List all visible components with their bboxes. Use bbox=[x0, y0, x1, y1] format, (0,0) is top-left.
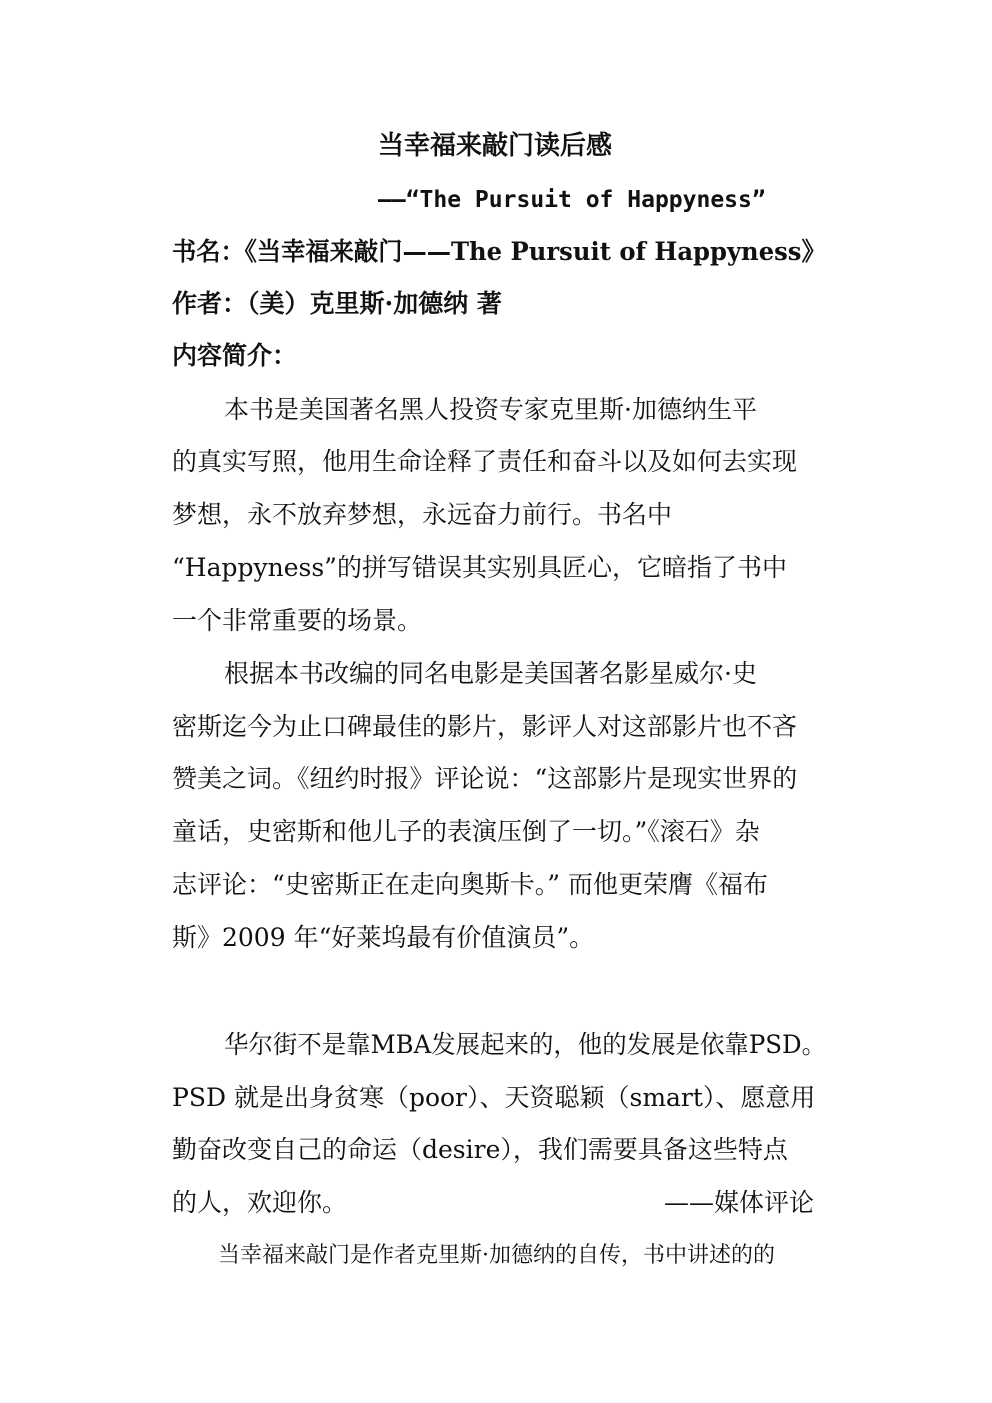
para3-line-2: PSD 就是出身贫寒（poor）、天资聪颖（smart）、愿意用 bbox=[172, 1083, 816, 1112]
para3-line-4: 的人，欢迎你。 bbox=[172, 1188, 348, 1217]
para2-line-3: 赞美之词。《纽约时报》评论说：“这部影片是现实世界的 bbox=[172, 764, 798, 793]
para2-line-6: 斯》2009 年“好莱坞最有价值演员”。 bbox=[172, 923, 595, 952]
doc-title: 当幸福来敲门读后感 bbox=[378, 131, 613, 161]
para2-line-5: 志评论：“史密斯正在走向奥斯卡。” 而他更荣膺《福布 bbox=[172, 870, 769, 899]
book-name: 书名：《当幸福来敲门——The Pursuit of Happyness》 bbox=[172, 237, 826, 266]
author-line: 作者：（美）克里斯·加德纳 著 bbox=[172, 289, 502, 318]
para2-line-4: 童话，史密斯和他儿子的表演压倒了一切。”《滚石》杂 bbox=[172, 817, 760, 846]
para1-line-1: 本书是美国著名黑人投资专家克里斯·加德纳生平 bbox=[224, 395, 757, 424]
para4-line-1: 当幸福来敲门是作者克里斯·加德纳的自传，书中讲述的的 bbox=[218, 1243, 775, 1268]
para2-line-1: 根据本书改编的同名电影是美国著名影星威尔·史 bbox=[224, 659, 757, 688]
para1-line-5: 一个非常重要的场景。 bbox=[172, 606, 423, 635]
para3-line-3: 勤奋改变自己的命运（desire），我们需要具备这些特点 bbox=[172, 1135, 788, 1164]
para3-line-1: 华尔街不是靠MBA发展起来的，他的发展是依靠PSD。 bbox=[224, 1030, 827, 1059]
para1-line-2: 的真实写照，他用生命诠释了责任和奋斗以及如何去实现 bbox=[172, 447, 798, 476]
para1-line-3: 梦想，永不放弃梦想，永远奋力前行。书名中 bbox=[172, 500, 673, 529]
doc-subtitle: ——“The Pursuit of Happyness” bbox=[378, 187, 766, 213]
para3-attribution: ——媒体评论 bbox=[664, 1188, 815, 1217]
intro-heading: 内容简介： bbox=[172, 341, 298, 370]
para2-line-2: 密斯迄今为止口碑最佳的影片，影评人对这部影片也不吝 bbox=[172, 712, 798, 741]
para1-line-4: “Happyness”的拼写错误其实别具匠心，它暗指了书中 bbox=[172, 553, 787, 582]
